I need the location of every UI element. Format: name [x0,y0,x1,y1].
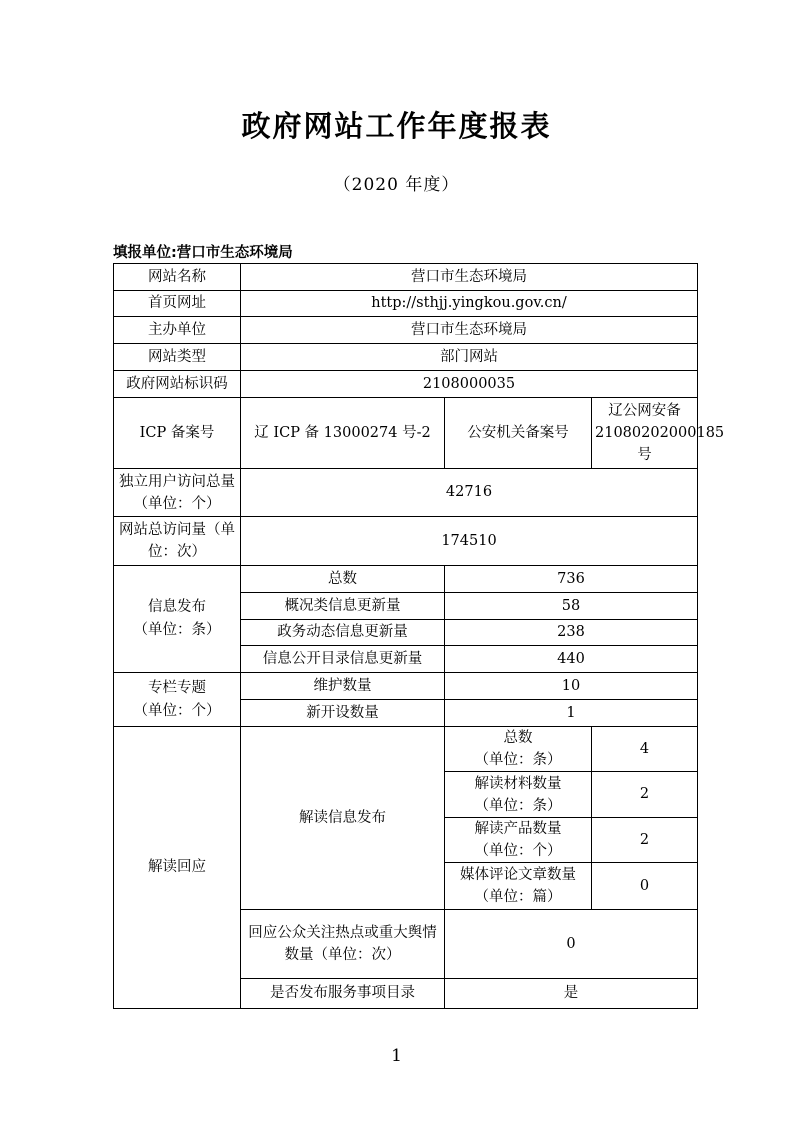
report-year: （2020 年度） [333,175,460,195]
columns-group [114,673,241,727]
table-row [114,317,698,344]
unique-visitors-value: 42716 [241,469,698,517]
homepage-url: http://sthjj.yingkou.gov.cn/ [241,291,698,317]
table-row [114,727,698,772]
row-label: 网站类型 [114,344,241,371]
interpretation-group-label: 解读回应 [114,727,241,1009]
site-code-value: 2108000035 [241,371,698,398]
table-row [114,344,698,371]
interp-item-label: 解读材料数量 （单位：条） [445,772,592,818]
info-item-value: 238 [445,620,698,646]
interp-item-value: 0 [592,863,698,910]
info-item-label: 总数 [241,566,445,593]
reporting-unit: 填报单位:营口市生态环境局 [113,245,293,261]
table-row [114,566,698,593]
row-label: 主办单位 [114,317,241,344]
sponsor-value: 营口市生态环境局 [241,317,698,344]
interp-item-label: 媒体评论文章数量 （单位：篇） [445,863,592,910]
columns-item-value: 10 [445,673,698,700]
table-row [114,291,698,317]
interpretation-sub-label: 解读信息发布 [241,727,445,910]
interp-item-value: 2 [592,772,698,818]
hotspot-value: 0 [445,910,698,979]
info-publish-group [114,566,241,673]
police-record-value: 辽公网安备21080202000185 号 [592,398,698,469]
columns-item-value: 1 [445,700,698,727]
row-label: 首页网址 [114,291,241,317]
table-row [114,469,698,517]
table-row [114,264,698,291]
table-row [114,673,698,700]
info-item-value: 440 [445,646,698,673]
service-catalog-label: 是否发布服务事项目录 [241,979,445,1009]
table-row [114,371,698,398]
site-type-value: 部门网站 [241,344,698,371]
report-table [113,263,725,1009]
row-label: 独立用户访问总量（单位：个） [114,469,241,517]
row-label: 政府网站标识码 [114,371,241,398]
interp-item-value: 4 [592,727,698,772]
columns-item-label: 维护数量 [241,673,445,700]
report-title: 政府网站工作年度报表 [241,109,552,143]
interp-item-value: 2 [592,818,698,863]
hotspot-label: 回应公众关注热点或重大舆情数量（单位：次） [241,910,445,979]
page-number: 1 [391,1046,402,1066]
row-label: 网站总访问量（单位：次） [114,517,241,566]
table-row [114,398,698,469]
info-item-value: 736 [445,566,698,593]
service-catalog-value: 是 [445,979,698,1009]
table-row [114,517,698,566]
columns-unit: （单位：个） [133,702,221,719]
police-record-label: 公安机关备案号 [445,398,592,469]
row-label: ICP 备案号 [114,398,241,469]
info-item-label: 信息公开目录信息更新量 [241,646,445,673]
info-publish-label: 信息发布 [148,599,206,615]
total-visits-value: 174510 [241,517,698,566]
columns-item-label: 新开设数量 [241,700,445,727]
info-item-value: 58 [445,593,698,620]
row-label: 网站名称 [114,264,241,291]
info-item-label: 政务动态信息更新量 [241,620,445,646]
icp-value: 辽 ICP 备 13000274 号-2 [241,398,445,469]
interp-item-label: 总数 （单位：条） [445,727,592,772]
info-publish-unit: （单位：条） [133,622,221,638]
columns-label: 专栏专题 [148,679,206,696]
site-name-value: 营口市生态环境局 [241,264,698,291]
interp-item-label: 解读产品数量 （单位：个） [445,818,592,863]
info-item-label: 概况类信息更新量 [241,593,445,620]
